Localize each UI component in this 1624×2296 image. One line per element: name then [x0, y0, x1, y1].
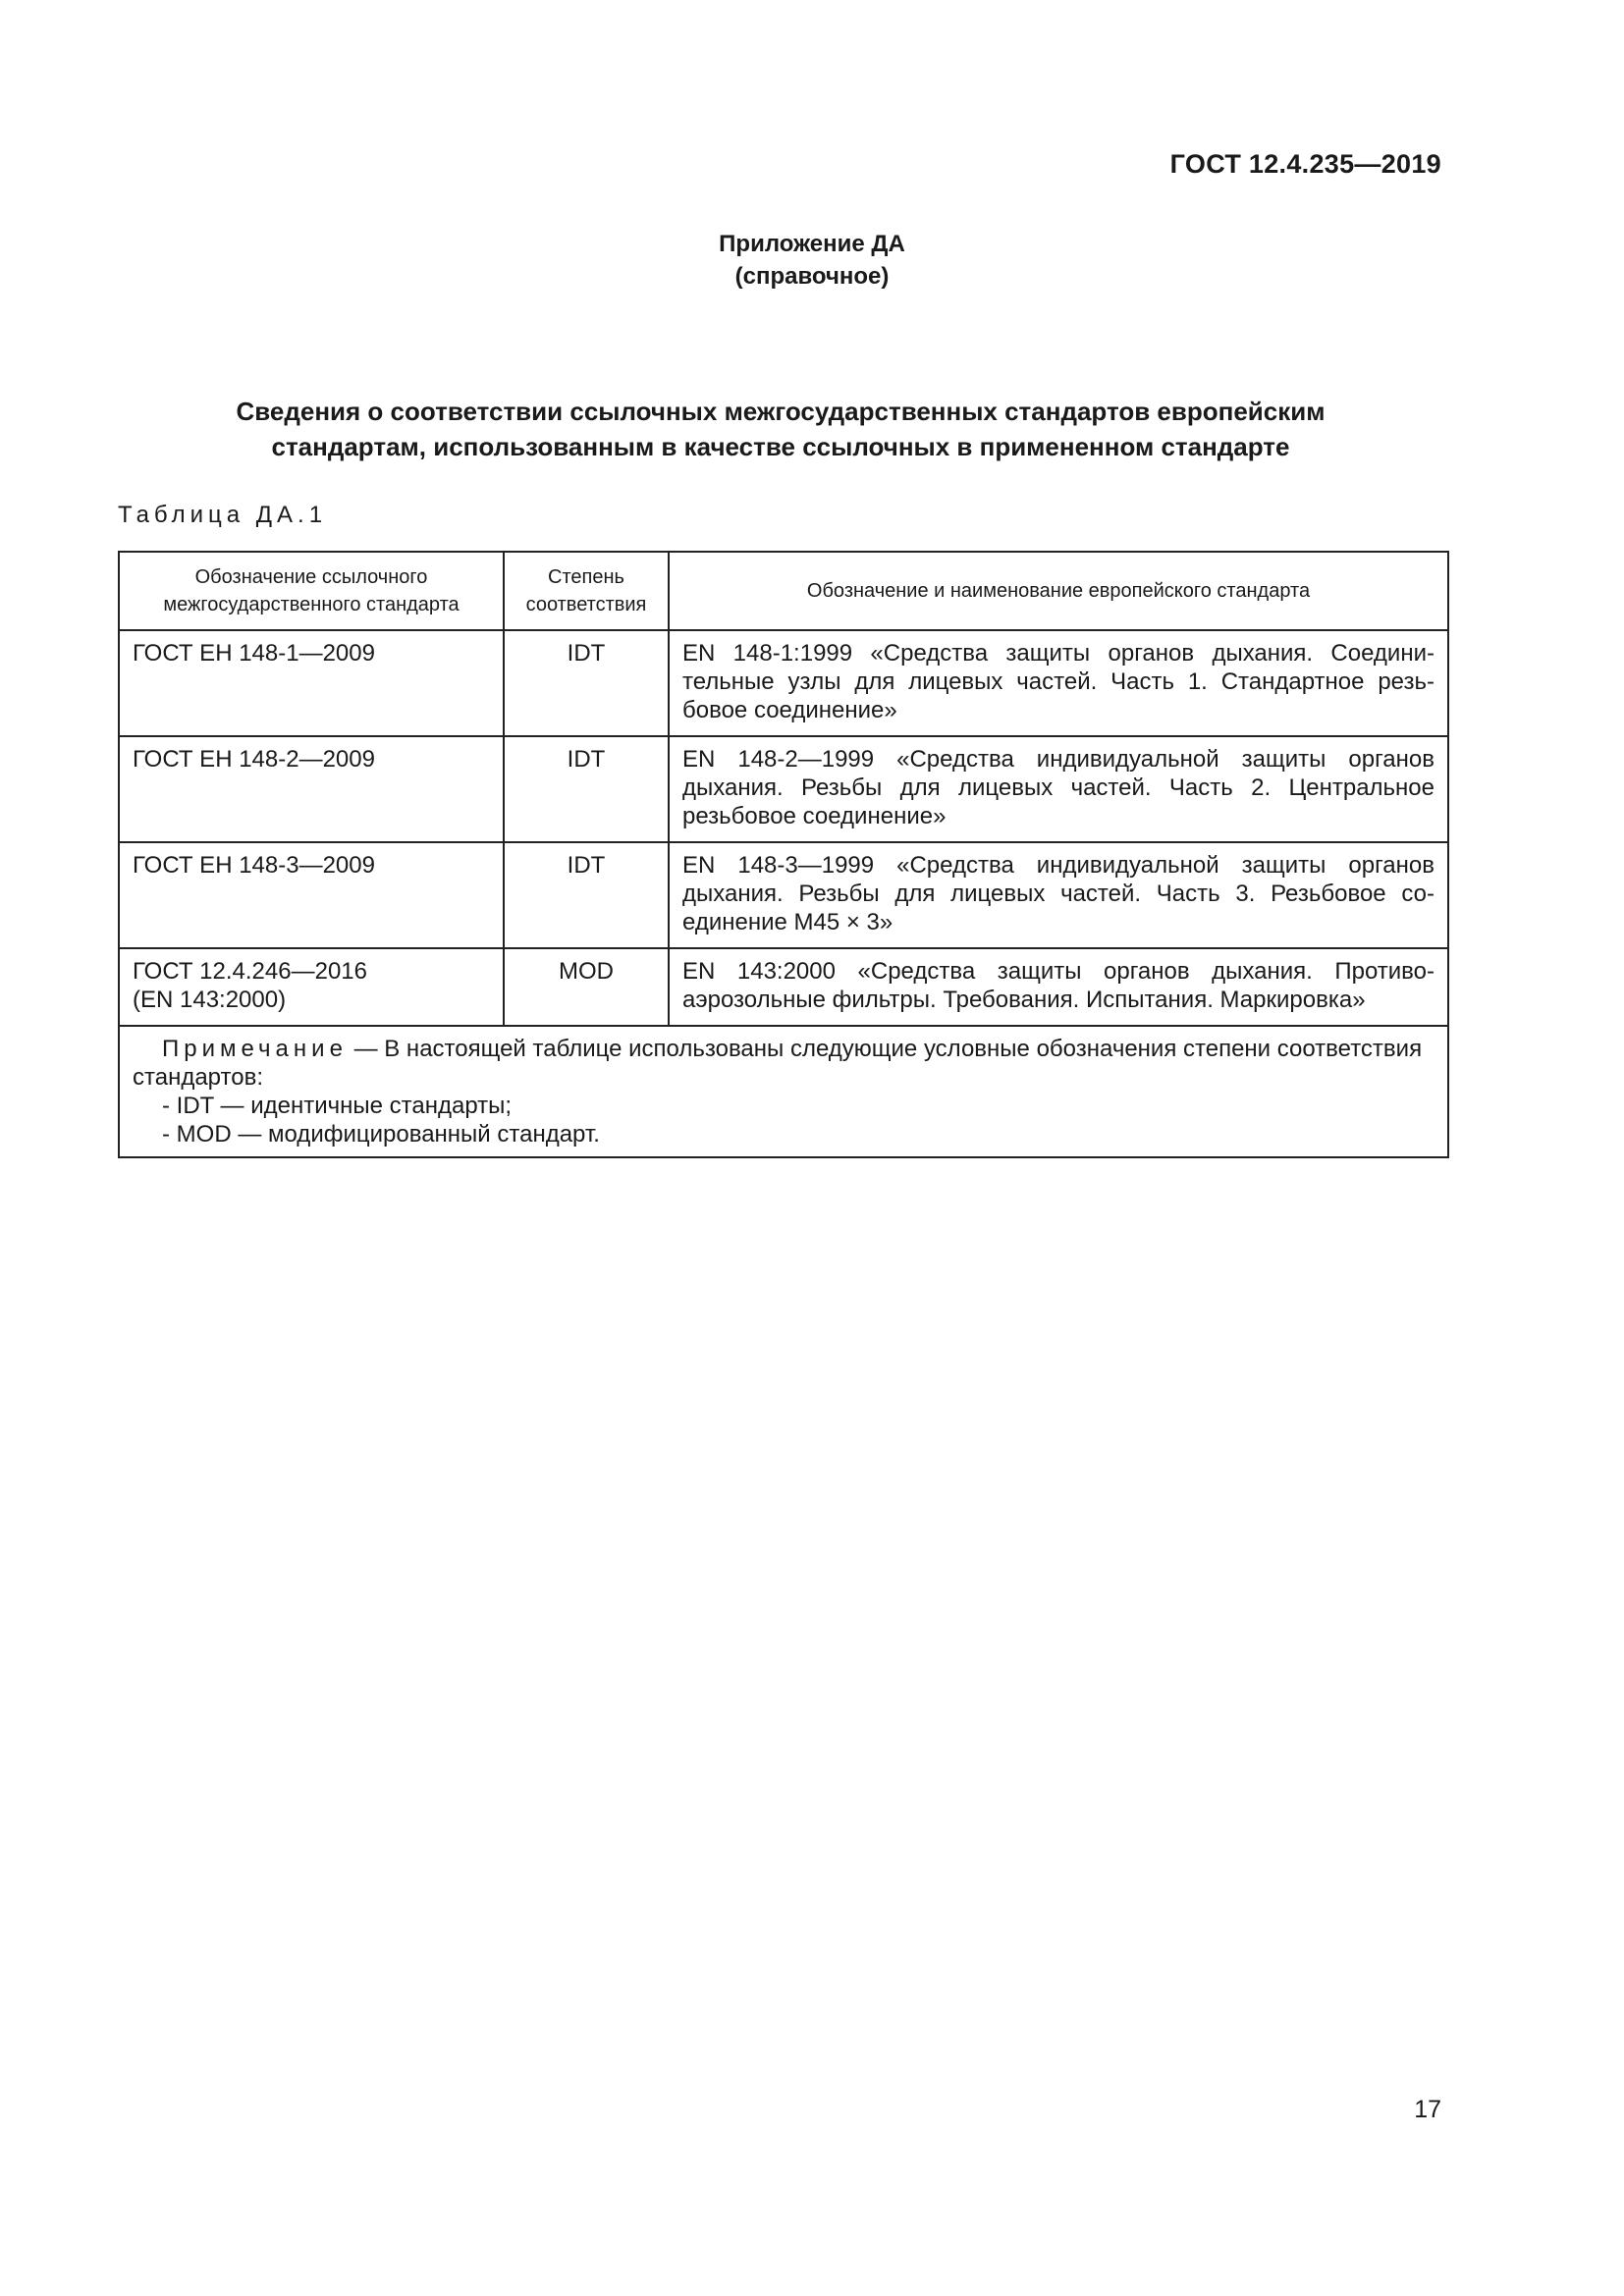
cell-degree: IDT: [504, 736, 669, 842]
designation-line-1: ГОСТ 12.4.246—2016: [133, 958, 367, 985]
page-number: 17: [1414, 2096, 1441, 2123]
cell-degree: IDT: [504, 842, 669, 948]
table-label: Таблица ДА.1: [118, 502, 328, 528]
cell-degree: MOD: [504, 948, 669, 1026]
appendix-title: Приложение ДА: [719, 231, 905, 257]
note-item-idt: - IDT — идентичные стандарты;: [162, 1093, 513, 1119]
cell-description: EN 148-2—1999 «Средства индивидуальной защиты органов дыхания. Резьбы для лицевых частей. Часть 2. Центральное резьбовое соединение»: [669, 736, 1448, 842]
appendix-subtitle: (справочное): [734, 263, 890, 290]
appendix-heading: [0, 228, 1624, 293]
note-item-mod: - MOD — модифицированный стандарт.: [162, 1121, 600, 1148]
section-title-line-2: стандартам, использованным в качестве ссылочных в примененном стандарте: [271, 432, 1290, 461]
table-note-row: [119, 1026, 1448, 1157]
section-title-line-1: Сведения о соответствии ссылочных межгосударственных стандартов европейским: [236, 397, 1326, 426]
table-row: [119, 842, 1448, 948]
note-text: — В настоящей таблице использованы следующие условные обозначения степени соответствия стандартов:: [133, 1036, 1423, 1091]
cell-description: EN 148-3—1999 «Средства индивидуальной защиты органов дыхания. Резьбы для лицевых частей. Часть 3. Резьбовое соединение М45 × 3»: [669, 842, 1448, 948]
header-designation: Обозначение ссылочного межгосударственного стандарта: [119, 552, 504, 630]
header-description: Обозначение и наименование европейского стандарта: [669, 552, 1448, 630]
cell-designation: ГОСТ ЕН 148-3—2009: [119, 842, 504, 948]
header-degree: Степень соответствия: [504, 552, 669, 630]
cell-designation: [119, 948, 504, 1026]
table-row: [119, 948, 1448, 1026]
cell-designation: ГОСТ ЕН 148-1—2009: [119, 630, 504, 736]
note-intro: [133, 1035, 1435, 1092]
cell-designation: ГОСТ ЕН 148-2—2009: [119, 736, 504, 842]
cell-description: EN 143:2000 «Средства защиты органов дыхания. Противоаэрозольные фильтры. Требования. Испытания. Маркировка»: [669, 948, 1448, 1026]
table-row: [119, 630, 1448, 736]
designation-line-2: (EN 143:2000): [133, 987, 287, 1013]
table-header-row: [119, 552, 1448, 630]
cell-description: EN 148-1:1999 «Средства защиты органов дыхания. Соединительные узлы для лицевых частей. Часть 1. Стандартное резьбовое соединение»: [669, 630, 1448, 736]
document-id-header: ГОСТ 12.4.235—2019: [1169, 149, 1441, 179]
cell-degree: IDT: [504, 630, 669, 736]
section-title: [118, 394, 1443, 464]
note-label: Примечание: [162, 1036, 348, 1062]
table-row: [119, 736, 1448, 842]
correspondence-table: [118, 551, 1449, 1158]
table-note: [119, 1026, 1448, 1157]
